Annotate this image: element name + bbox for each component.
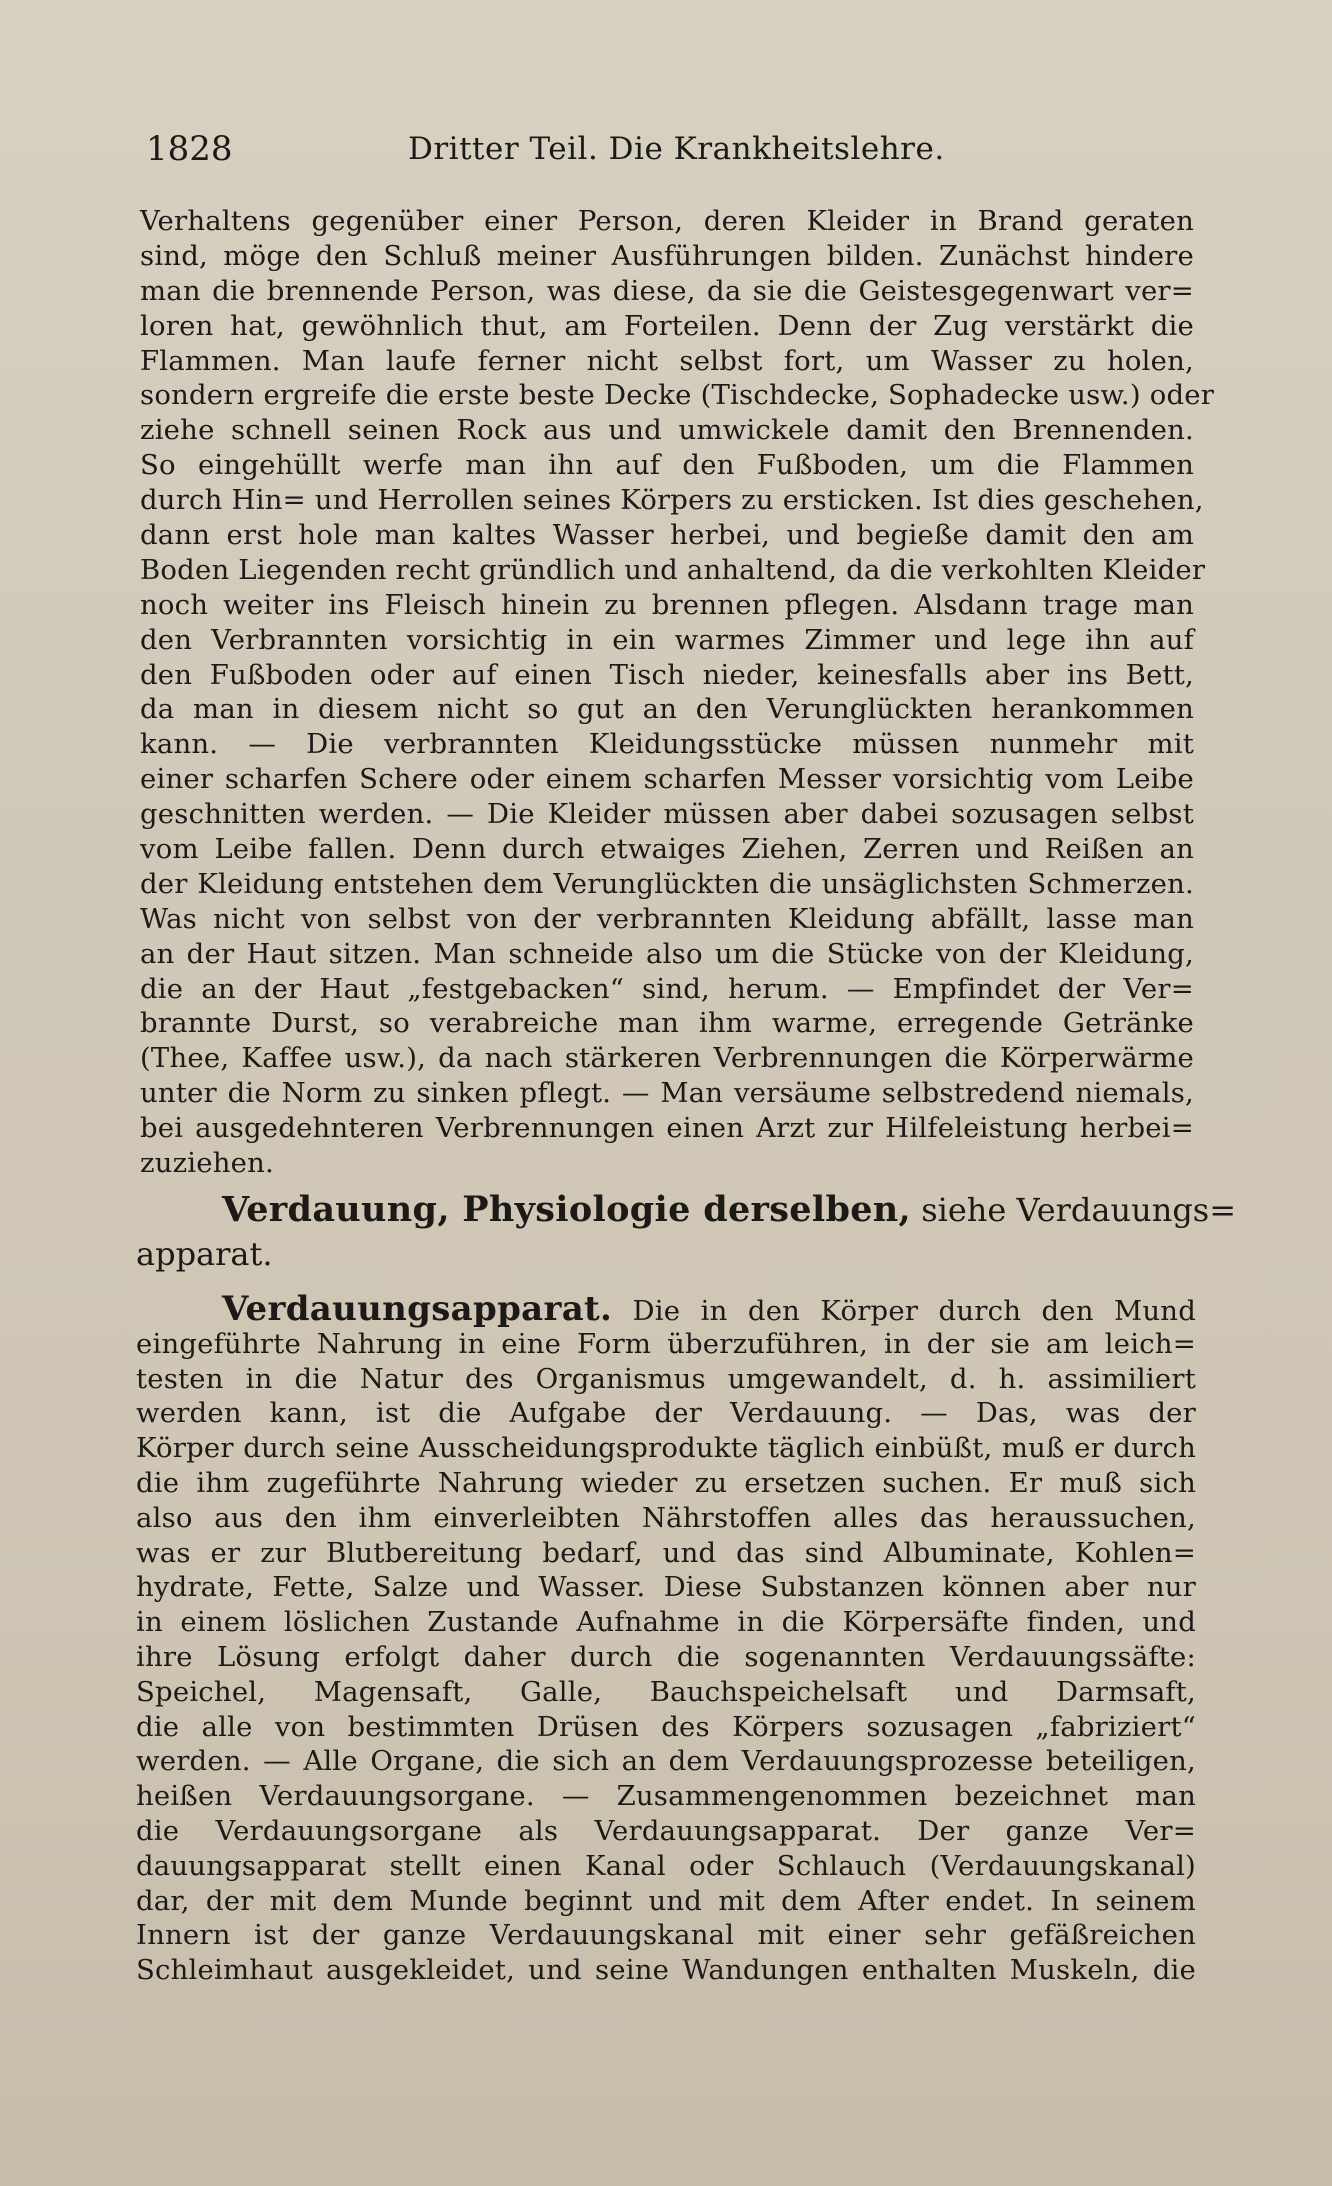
text-line: der Kleidung entstehen dem Verunglückten die unsäglichsten Schmerzen. [140, 867, 1194, 900]
running-head [146, 126, 1196, 172]
text-line: eingeführte Nahrung in eine Form überzuführen, in der sie am leich= [136, 1327, 1196, 1360]
text-line: Was nicht von selbst von der verbrannten Kleidung abfällt, lasse man [140, 902, 1194, 935]
text-line: also aus den ihm einverleibten Nährstoffen alles das heraussuchen, [136, 1501, 1196, 1534]
text-line: Flammen. Man laufe ferner nicht selbst fort, um Wasser zu holen, [140, 344, 1194, 377]
text-line: in einem löslichen Zustande Aufnahme in die Körpersäfte finden, und [136, 1606, 1196, 1639]
text-line: zuziehen. [140, 1147, 274, 1180]
entry-verdauung [136, 1188, 1237, 1276]
text-line: ziehe schnell seinen Rock aus und umwickele damit den Brennenden. [140, 414, 1194, 447]
text-line: die ihm zugeführte Nahrung wieder zu ersetzen suchen. Er muß sich [136, 1466, 1196, 1499]
entry-first-line-text: Die in den Körper durch den Mund [612, 1295, 1196, 1327]
text-line: die alle von bestimmten Drüsen des Körpers sozusagen „fabriziert“ [136, 1710, 1196, 1743]
text-line: (Thee, Kaffee usw.), da nach stärkeren Verbrennungen die Körperwärme [140, 1042, 1194, 1075]
text-line: dauungsapparat stellt einen Kanal oder Schlauch (Verdauungskanal) [136, 1849, 1196, 1882]
running-title: Dritter Teil. Die Krankheitslehre. [408, 131, 945, 167]
text-line: loren hat, gewöhnlich thut, am Forteilen. Denn der Zug verstärkt die [140, 309, 1194, 342]
entry-cross-reference: siehe Verdauungs= [911, 1191, 1237, 1229]
text-line: brannte Durst, so verabreiche man ihm warme, erregende Getränke [140, 1007, 1194, 1040]
text-line: testen in die Natur des Organismus umgewandelt, d. h. assimiliert [136, 1362, 1196, 1395]
text-line: da man in diesem nicht so gut an den Verunglückten herankommen [140, 693, 1194, 726]
text-line: werden kann, ist die Aufgabe der Verdauung. — Das, was der [136, 1397, 1196, 1430]
text-line: Innern ist der ganze Verdauungskanal mit einer sehr gefäßreichen [136, 1919, 1196, 1952]
entry-first-line [136, 1289, 1196, 1329]
text-line: die an der Haut „festgebacken“ sind, herum. — Empfindet der Ver= [140, 972, 1194, 1005]
text-line: den Fußboden oder auf einen Tisch nieder, keinesfalls aber ins Bett, [140, 658, 1194, 691]
text-line: Körper durch seine Ausscheidungsprodukte täglich einbüßt, muß er durch [136, 1432, 1196, 1465]
text-line: Verhaltens gegenüber einer Person, deren Kleider in Brand geraten [140, 205, 1194, 237]
text-line: kann. — Die verbrannten Kleidungsstücke müssen nunmehr mit [140, 728, 1194, 761]
text-line: bei ausgedehnteren Verbrennungen einen Arzt zur Hilfeleistung herbei= [140, 1112, 1194, 1145]
text-line: Schleimhaut ausgekleidet, und seine Wandungen enthalten Muskeln, die [136, 1954, 1196, 1987]
text-line: werden. — Alle Organe, die sich an dem Verdauungsprozesse beteiligen, [136, 1745, 1196, 1778]
body-text [140, 204, 1215, 1181]
page-number: 1828 [146, 129, 233, 169]
entry-title-verdauung: Verdauung, Physiologie derselben, [222, 1189, 912, 1230]
text-line: dar, der mit dem Munde beginnt und mit dem After endet. In seinem [136, 1884, 1196, 1917]
entry-heading-line-2: apparat. [136, 1235, 273, 1273]
text-line: einer scharfen Schere oder einem scharfen Messer vorsichtig vom Leibe [140, 763, 1194, 796]
text-line: was er zur Blutbereitung bedarf, und das sind Albuminate, Kohlen= [136, 1536, 1196, 1569]
text-line: ihre Lösung erfolgt daher durch die sogenannten Verdauungssäfte: [136, 1640, 1196, 1673]
text-line: an der Haut sitzen. Man schneide also um die Stücke von der Kleidung, [140, 937, 1194, 970]
text-line: dann erst hole man kaltes Wasser herbei, und begieße damit den am [140, 519, 1194, 552]
entry-verdauungsapparat [136, 1289, 1196, 1988]
text-line: hydrate, Fette, Salze und Wasser. Diese Substanzen können aber nur [136, 1571, 1196, 1604]
text-line: man die brennende Person, was diese, da sie die Geistesgegenwart ver= [140, 274, 1194, 307]
entry-title-verdauungsapparat: Verdauungsapparat. [222, 1289, 613, 1329]
entry-heading-line [136, 1188, 1237, 1232]
text-line: So eingehüllt werfe man ihn auf den Fußboden, um die Flammen [140, 449, 1194, 482]
text-line: vom Leibe fallen. Denn durch etwaiges Ziehen, Zerren und Reißen an [140, 833, 1194, 866]
text-line: sondern ergreife die erste beste Decke (Tischdecke, Sophadecke usw.) oder [140, 379, 1215, 412]
text-line: noch weiter ins Fleisch hinein zu brennen pflegen. Alsdann trage man [140, 588, 1194, 621]
text-line: geschnitten werden. — Die Kleider müssen aber dabei sozusagen selbst [140, 798, 1194, 831]
text-line: heißen Verdauungsorgane. — Zusammengenommen bezeichnet man [136, 1780, 1196, 1813]
text-line: Speichel, Magensaft, Galle, Bauchspeichelsaft und Darmsaft, [136, 1675, 1196, 1708]
text-line: Boden Liegenden recht gründlich und anhaltend, da die verkohlten Kleider [140, 553, 1206, 586]
text-line: sind, möge den Schluß meiner Ausführungen bilden. Zunächst hindere [140, 239, 1194, 272]
text-line: durch Hin= und Herrollen seines Körpers zu ersticken. Ist dies geschehen, [140, 484, 1204, 517]
text-line: die Verdauungsorgane als Verdauungsapparat. Der ganze Ver= [136, 1814, 1196, 1847]
text-line: unter die Norm zu sinken pflegt. — Man versäume selbstredend niemals, [140, 1077, 1194, 1110]
text-line: den Verbrannten vorsichtig in ein warmes Zimmer und lege ihn auf [140, 623, 1194, 656]
